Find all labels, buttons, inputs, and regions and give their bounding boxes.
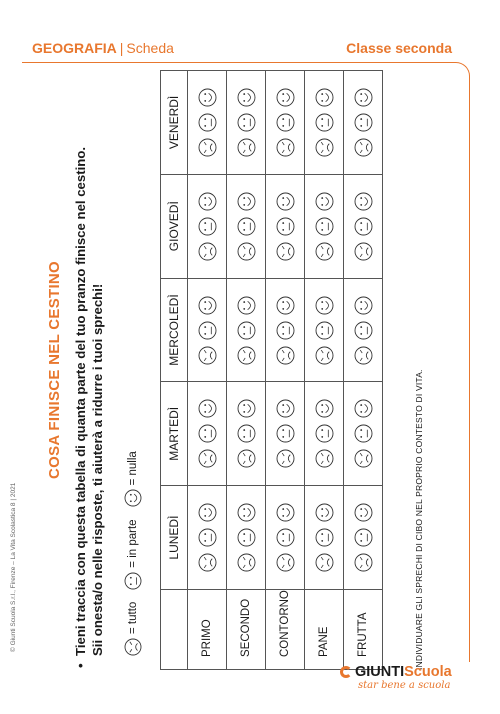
face-choice-cell xyxy=(266,382,305,486)
happy-face-icon[interactable] xyxy=(237,296,256,315)
giunti-g-icon xyxy=(340,666,352,678)
day-header: GIOVEDÌ xyxy=(161,174,188,278)
meal-label: FRUTTA xyxy=(344,590,383,670)
face-options xyxy=(198,486,217,589)
legend-item-happy xyxy=(124,451,142,507)
face-choice-cell xyxy=(188,278,227,382)
neutral-face-icon[interactable] xyxy=(198,113,217,132)
neutral-face-icon[interactable] xyxy=(237,424,256,443)
bullet: • xyxy=(73,663,88,668)
neutral-face-icon[interactable] xyxy=(315,217,334,236)
face-choice-cell xyxy=(266,278,305,382)
table-row xyxy=(227,71,266,670)
neutral-face-icon[interactable] xyxy=(276,424,295,443)
face-options xyxy=(198,175,217,278)
neutral-face-icon[interactable] xyxy=(237,217,256,236)
neutral-face-icon[interactable] xyxy=(315,113,334,132)
sad-face-icon[interactable] xyxy=(198,242,217,261)
face-choice-cell xyxy=(344,71,383,175)
happy-face-icon[interactable] xyxy=(315,88,334,107)
table-row xyxy=(305,71,344,670)
legend-label: = nulla xyxy=(127,451,139,486)
face-choice-cell xyxy=(227,382,266,486)
face-choice-cell xyxy=(266,71,305,175)
sheet-label: Scheda xyxy=(126,40,174,56)
neutral-face-icon[interactable] xyxy=(354,321,373,340)
sad-face-icon[interactable] xyxy=(315,346,334,365)
header-separator: | xyxy=(119,40,124,56)
subject-label: GEOGRAFIA xyxy=(32,40,117,56)
face-choice-cell xyxy=(305,174,344,278)
sad-face-icon[interactable] xyxy=(315,138,334,157)
neutral-face-icon[interactable] xyxy=(237,113,256,132)
face-options xyxy=(276,175,295,278)
page-title: COSA FINISCE NEL CESTINO xyxy=(46,260,63,480)
happy-face-icon[interactable] xyxy=(237,192,256,211)
happy-face-icon[interactable] xyxy=(315,192,334,211)
neutral-face-icon[interactable] xyxy=(237,528,256,547)
happy-face-icon xyxy=(124,489,142,507)
face-options xyxy=(354,71,373,174)
sad-face-icon[interactable] xyxy=(315,449,334,468)
happy-face-icon[interactable] xyxy=(354,88,373,107)
face-options xyxy=(276,486,295,589)
face-choice-cell xyxy=(344,174,383,278)
logo-brand-b: Scuola xyxy=(404,664,452,680)
face-options xyxy=(315,382,334,485)
table-row xyxy=(344,71,383,670)
face-choice-cell xyxy=(344,278,383,382)
footnote: INDIVIDUARE GLI SPRECHI DI CIBO NEL PROPRIO CONTESTO DI VITA. xyxy=(414,369,424,670)
logo-brand-a: GIUNTI xyxy=(355,664,405,680)
sad-face-icon[interactable] xyxy=(276,242,295,261)
sad-face-icon[interactable] xyxy=(315,553,334,572)
meal-label: PANE xyxy=(305,590,344,670)
face-options xyxy=(315,71,334,174)
happy-face-icon[interactable] xyxy=(354,503,373,522)
neutral-face-icon[interactable] xyxy=(354,528,373,547)
neutral-face-icon[interactable] xyxy=(315,528,334,547)
sad-face-icon[interactable] xyxy=(276,138,295,157)
neutral-face-icon[interactable] xyxy=(276,321,295,340)
sad-face-icon[interactable] xyxy=(354,346,373,365)
face-options xyxy=(276,382,295,485)
sad-face-icon[interactable] xyxy=(276,346,295,365)
waste-tracking-table xyxy=(160,70,383,670)
happy-face-icon[interactable] xyxy=(354,192,373,211)
sad-face-icon[interactable] xyxy=(237,138,256,157)
sad-face-icon[interactable] xyxy=(198,449,217,468)
sad-face-icon[interactable] xyxy=(276,449,295,468)
happy-face-icon[interactable] xyxy=(354,399,373,418)
sad-face-icon[interactable] xyxy=(237,242,256,261)
neutral-face-icon[interactable] xyxy=(198,528,217,547)
neutral-face-icon[interactable] xyxy=(198,424,217,443)
logo-slogan: star bene a scuola xyxy=(358,680,451,691)
legend-item-sad xyxy=(124,602,142,656)
legend-item-neutral xyxy=(124,519,142,589)
face-legend xyxy=(124,439,142,656)
face-choice-cell xyxy=(188,486,227,590)
happy-face-icon[interactable] xyxy=(276,399,295,418)
face-options xyxy=(237,279,256,382)
happy-face-icon[interactable] xyxy=(237,399,256,418)
sad-face-icon[interactable] xyxy=(354,553,373,572)
legend-label: = in parte xyxy=(127,519,139,568)
face-options xyxy=(198,382,217,485)
neutral-face-icon[interactable] xyxy=(198,321,217,340)
neutral-face-icon[interactable] xyxy=(237,321,256,340)
happy-face-icon[interactable] xyxy=(315,296,334,315)
happy-face-icon[interactable] xyxy=(198,296,217,315)
instruction-line-1: Tieni traccia con questa tabella di quanta parte del tuo pranzo finisce nel cestino. xyxy=(73,146,88,656)
face-options xyxy=(237,71,256,174)
face-options xyxy=(276,71,295,174)
neutral-face-icon[interactable] xyxy=(315,424,334,443)
face-choice-cell xyxy=(188,174,227,278)
face-options xyxy=(198,279,217,382)
day-header: MARTEDÌ xyxy=(161,382,188,486)
day-header: VENERDÌ xyxy=(161,71,188,175)
table-header-row xyxy=(161,71,188,670)
neutral-face-icon[interactable] xyxy=(276,113,295,132)
neutral-face-icon[interactable] xyxy=(198,217,217,236)
happy-face-icon[interactable] xyxy=(315,503,334,522)
face-options xyxy=(237,175,256,278)
neutral-face-icon[interactable] xyxy=(315,321,334,340)
sad-face-icon[interactable] xyxy=(198,553,217,572)
face-choice-cell xyxy=(188,382,227,486)
neutral-face-icon[interactable] xyxy=(354,113,373,132)
happy-face-icon[interactable] xyxy=(276,192,295,211)
neutral-face-icon[interactable] xyxy=(354,424,373,443)
legend-label: = tutto xyxy=(127,601,139,634)
face-choice-cell xyxy=(227,486,266,590)
happy-face-icon[interactable] xyxy=(354,296,373,315)
sad-face-icon[interactable] xyxy=(198,346,217,365)
sad-face-icon[interactable] xyxy=(237,346,256,365)
face-options xyxy=(237,486,256,589)
sad-face-icon xyxy=(124,638,142,656)
face-options xyxy=(354,279,373,382)
copyright-notice: © Giunti Scuola S.r.l., Firenze – La Vita Scolastica 8 | 2021 xyxy=(10,482,17,652)
class-label: Classe seconda xyxy=(346,40,452,56)
worksheet-content xyxy=(42,70,452,670)
day-header: MERCOLEDÌ xyxy=(161,278,188,382)
table-row xyxy=(188,71,227,670)
happy-face-icon[interactable] xyxy=(237,503,256,522)
happy-face-icon[interactable] xyxy=(198,503,217,522)
day-header: LUNEDÌ xyxy=(161,486,188,590)
face-choice-cell xyxy=(227,71,266,175)
meal-label: SECONDO xyxy=(227,590,266,670)
sad-face-icon[interactable] xyxy=(237,449,256,468)
corner-cell xyxy=(161,590,188,670)
face-choice-cell xyxy=(188,71,227,175)
face-choice-cell xyxy=(305,71,344,175)
sad-face-icon[interactable] xyxy=(237,553,256,572)
face-choice-cell xyxy=(266,174,305,278)
publisher-logo xyxy=(340,664,462,691)
instructions xyxy=(72,70,106,670)
face-choice-cell xyxy=(305,486,344,590)
sad-face-icon[interactable] xyxy=(315,242,334,261)
neutral-face-icon[interactable] xyxy=(354,217,373,236)
face-choice-cell xyxy=(305,278,344,382)
meal-label: CONTORNO xyxy=(266,590,305,670)
happy-face-icon[interactable] xyxy=(198,399,217,418)
happy-face-icon[interactable] xyxy=(237,88,256,107)
sad-face-icon[interactable] xyxy=(198,138,217,157)
face-choice-cell xyxy=(344,382,383,486)
meal-label: PRIMO xyxy=(188,590,227,670)
happy-face-icon[interactable] xyxy=(315,399,334,418)
happy-face-icon[interactable] xyxy=(198,192,217,211)
sad-face-icon[interactable] xyxy=(354,242,373,261)
face-options xyxy=(315,279,334,382)
face-options xyxy=(354,382,373,485)
happy-face-icon[interactable] xyxy=(276,88,295,107)
face-options xyxy=(315,486,334,589)
happy-face-icon[interactable] xyxy=(276,296,295,315)
happy-face-icon[interactable] xyxy=(276,503,295,522)
face-options xyxy=(198,71,217,174)
face-options xyxy=(354,175,373,278)
neutral-face-icon[interactable] xyxy=(276,217,295,236)
sad-face-icon[interactable] xyxy=(354,449,373,468)
face-options xyxy=(315,175,334,278)
neutral-face-icon xyxy=(124,572,142,590)
neutral-face-icon[interactable] xyxy=(276,528,295,547)
sad-face-icon[interactable] xyxy=(276,553,295,572)
face-options xyxy=(237,382,256,485)
face-choice-cell xyxy=(266,486,305,590)
instruction-line-2: Sii onesta/o nelle risposte, ti aiuterà a ridurre i tuoi sprechi! xyxy=(90,283,105,656)
face-choice-cell xyxy=(305,382,344,486)
happy-face-icon[interactable] xyxy=(198,88,217,107)
table-row xyxy=(266,71,305,670)
face-options xyxy=(354,486,373,589)
face-choice-cell xyxy=(344,486,383,590)
face-options xyxy=(276,279,295,382)
face-choice-cell xyxy=(227,278,266,382)
face-choice-cell xyxy=(227,174,266,278)
sad-face-icon[interactable] xyxy=(354,138,373,157)
header-subject xyxy=(32,40,174,56)
